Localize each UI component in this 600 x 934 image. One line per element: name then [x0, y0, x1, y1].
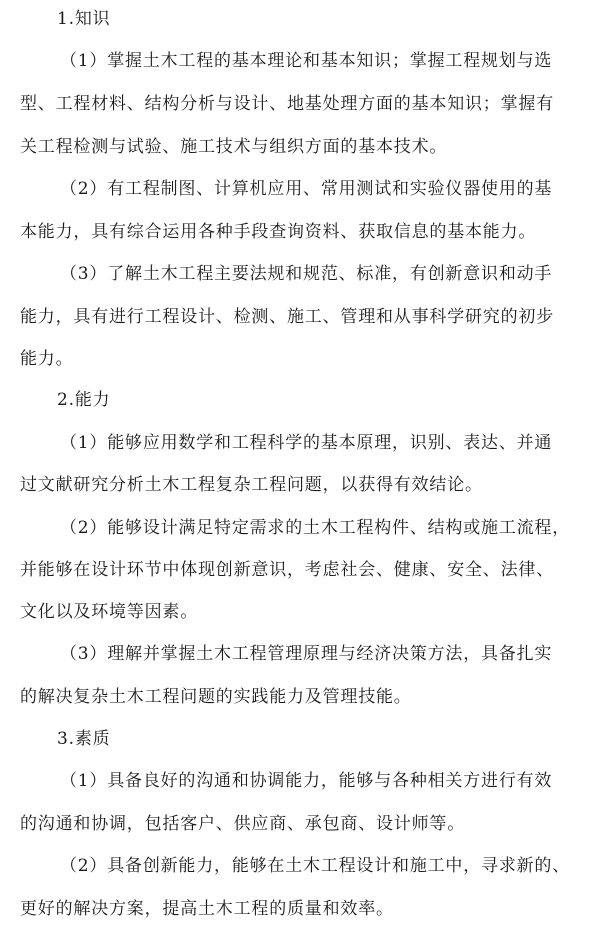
paragraph-line: （3）理解并掌握土木工程管理原理与经济决策方法，具备扎实 — [60, 644, 553, 664]
section-heading: 2.能力 — [57, 390, 111, 410]
paragraph-line: 能力。 — [20, 349, 74, 369]
paragraph-line: 的沟通和协调，包括客户、供应商、承包商、设计师等。 — [20, 814, 465, 834]
paragraph-line: 并能够在设计环节中体现创新意识，考虑社会、健康、安全、法律、 — [20, 560, 554, 580]
section-heading: 3.素质 — [57, 729, 111, 749]
paragraph-line: （1）能够应用数学和工程科学的基本原理，识别、表达、并通 — [60, 433, 553, 453]
paragraph-line: （2）有工程制图、计算机应用、常用测试和实验仪器使用的基 — [60, 179, 553, 199]
section-heading: 1.知识 — [57, 9, 111, 29]
paragraph-line: （2）能够设计满足特定需求的土木工程构件、结构或施工流程， — [60, 518, 571, 538]
paragraph-line: （2）具备创新能力，能够在土木工程设计和施工中，寻求新的、 — [60, 856, 571, 876]
paragraph-line: （1）掌握土木工程的基本理论和基本知识；掌握工程规划与选 — [60, 51, 553, 71]
paragraph-line: 关工程检测与试验、施工技术与组织方面的基本技术。 — [20, 137, 448, 157]
paragraph-line: 型、工程材料、结构分析与设计、地基处理方面的基本知识；掌握有 — [20, 94, 554, 114]
paragraph-line: 能力，具有进行工程设计、检测、施工、管理和从事科学研究的初步 — [20, 307, 554, 327]
paragraph-line: 的解决复杂土木工程问题的实践能力及管理技能。 — [20, 687, 412, 707]
paragraph-line: 文化以及环境等因素。 — [20, 602, 198, 622]
paragraph-line: 过文献研究分析土木工程复杂工程问题，以获得有效结论。 — [20, 475, 483, 495]
paragraph-line: （1）具备良好的沟通和协调能力，能够与各种相关方进行有效 — [60, 771, 553, 791]
paragraph-line: 更好的解决方案，提高土木工程的质量和效率。 — [20, 899, 394, 919]
paragraph-line: （3）了解土木工程主要法规和规范、标准，有创新意识和动手 — [60, 264, 553, 284]
paragraph-line: 本能力，具有综合运用各种手段查询资料、获取信息的基本能力。 — [20, 222, 537, 242]
